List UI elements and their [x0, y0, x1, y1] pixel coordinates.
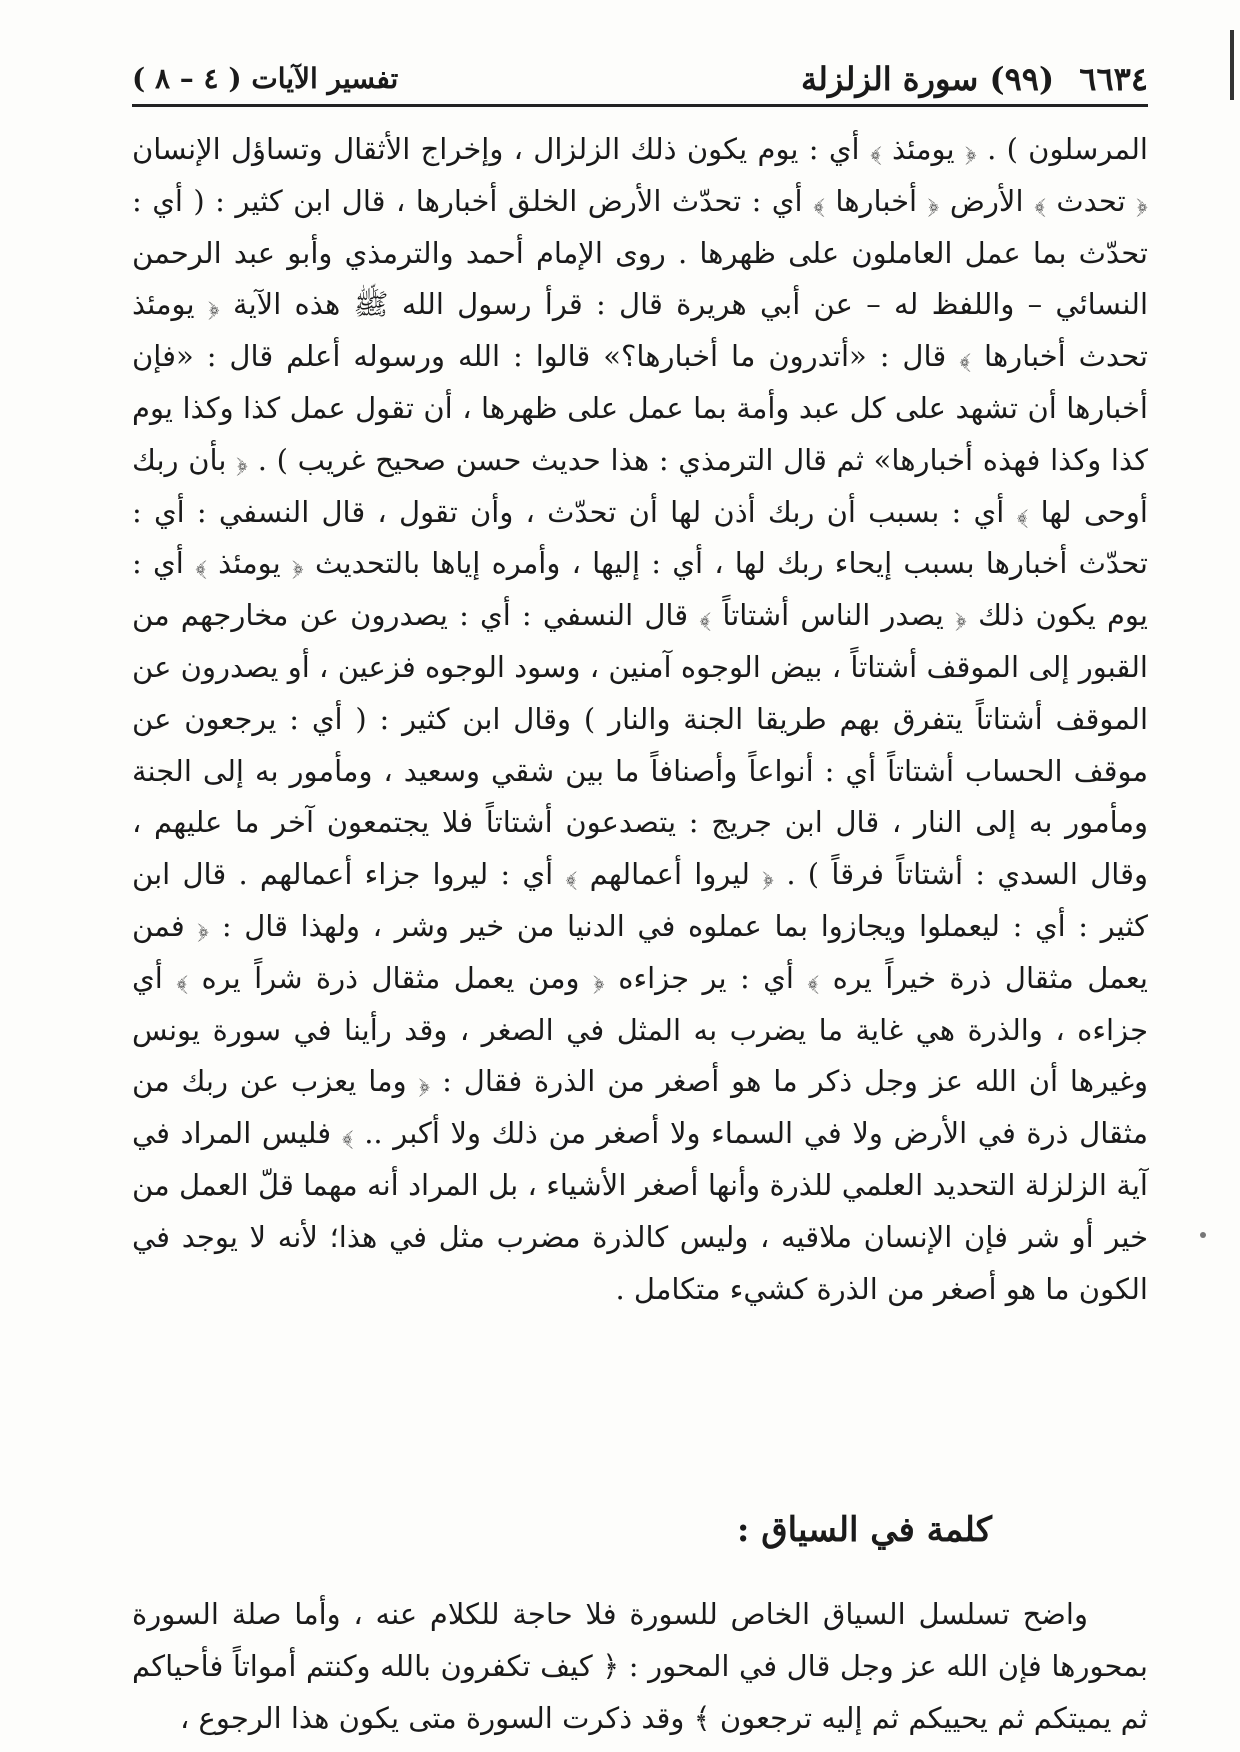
- header-right: [801, 60, 1148, 98]
- tafsir-paragraph: المرسلون ) . ﴿ يومئذ ﴾ أي : يوم يكون ذلك الزلزال ، وإخراج الأثقال وتساؤل الإنسان ﴿ تحدث ﴾ الأرض ﴿ أخبارها ﴾ أي : تحدّث الأرض الخلق أخبارها ، قال ابن كثير : ( أي : تحدّث بما عمل العاملون على ظهرها . روى الإمام أحمد والترمذي وأبو عبد الرحمن النسائي – واللفظ له – عن أبي هريرة قال : قرأ رسول الله ﷺ هذه الآية ﴿ يومئذ تحدث أخبارها ﴾ قال : «أتدرون ما أخبارها؟» قالوا : الله ورسوله أعلم قال : «فإن أخبارها أن تشهد على كل عبد وأمة بما عمل على ظهرها ، أن تقول عمل كذا وكذا يوم كذا وكذا فهذه أخبارها» ثم قال الترمذي : هذا حديث حسن صحيح غريب ) . ﴿ بأن ربك أوحى لها ﴾ أي : بسبب أن ربك أذن لها أن تحدّث ، وأن تقول ، قال النسفي : أي : تحدّث أخبارها بسبب إيحاء ربك لها ، أي : إليها ، وأمره إياها بالتحديث ﴿ يومئذ ﴾ أي : يوم يكون ذلك ﴿ يصدر الناس أشتاتاً ﴾ قال النسفي : أي : يصدرون عن مخارجهم من القبور إلى الموقف أشتاتاً ، بيض الوجوه آمنين ، وسود الوجوه فزعين ، أو يصدرون عن الموقف أشتاتاً يتفرق بهم طريقا الجنة والنار ) وقال ابن كثير : ( أي : يرجعون عن موقف الحساب أشتاتاً أي : أنواعاً وأصنافاً ما بين شقي وسعيد ، ومأمور به إلى الجنة ومأمور به إلى النار ، قال ابن جريج : يتصدعون أشتاتاً فلا يجتمعون آخر ما عليهم ، وقال السدي : أشتاتاً فرقاً ) . ﴿ ليروا أعمالهم ﴾ أي : ليروا جزاء أعمالهم . قال ابن كثير : أي : ليعملوا ويجازوا بما عملوه في الدنيا من خير وشر ، ولهذا قال : ﴿ فمن يعمل مثقال ذرة خيراً يره ﴾ أي : ير جزاءه ﴿ ومن يعمل مثقال ذرة شراً يره ﴾ أي جزاءه ، والذرة هي غاية ما يضرب به المثل في الصغر ، وقد رأينا في سورة يونس وغيرها أن الله عز وجل ذكر ما هو أصغر من الذرة فقال : ﴿ وما يعزب عن ربك من مثقال ذرة في الأرض ولا في السماء ولا أصغر من ذلك ولا أكبر .. ﴾ فليس المراد في آية الزلزلة التحديد العلمي للذرة وأنها أصغر الأشياء ، بل المراد أنه مهما قلّ العمل من خير أو شر فإن الإنسان ملاقيه ، وليس كالذرة مضرب مثل في هذا؛ لأنه لا يوجد في الكون ما هو أصغر من الذرة كشيء متكامل .: [132, 132, 1148, 1306]
- context-paragraph: واضح تسلسل السياق الخاص للسورة فلا حاجة للكلام عنه ، وأما صلة السورة بمحورها فإن الله عز وجل قال في المحور : ﴿ كيف تكفرون بالله وكنتم أمواتاً فأحياكم ثم يميتكم ثم يحييكم ثم إليه ترجعون ﴾ وقد ذكرت السورة متى يكون هذا الرجوع ،: [132, 1597, 1148, 1735]
- binding-edge-mark: [1230, 30, 1234, 100]
- running-header: [132, 58, 1148, 110]
- margin-speck: [1200, 1232, 1206, 1238]
- tafsir-body: [132, 124, 1148, 1315]
- section-reference: تفسير الآيات ( ٤ – ٨ ): [132, 62, 399, 95]
- page-number: ٦٦٣٤: [1079, 60, 1148, 98]
- surah-name: (٩٩) سورة الزلزلة: [801, 60, 1055, 98]
- header-rule: [132, 104, 1148, 107]
- section-heading: كلمة في السياق :: [736, 1510, 992, 1550]
